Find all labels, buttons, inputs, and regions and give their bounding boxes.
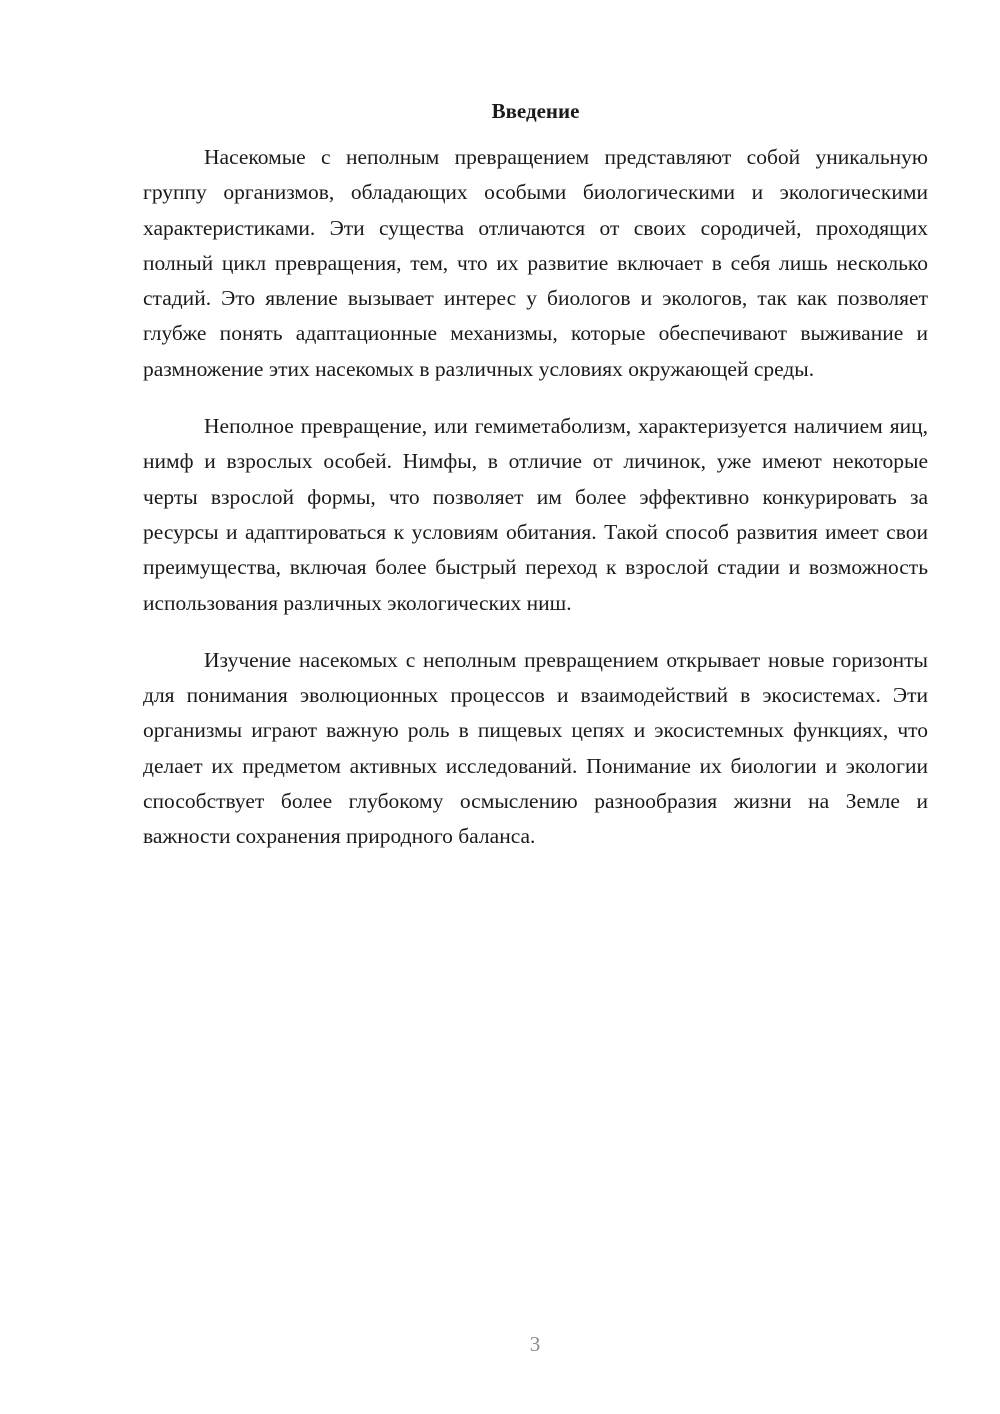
page-number: 3	[529, 1332, 541, 1356]
section-heading: Введение	[491, 99, 580, 123]
paragraph-1: Насекомые с неполным превращением представляют собой уникальную группу организмов, обладающих особыми биологическими и экологическими характеристиками. Эти существа отличаются от своих сородичей, проходящих полный цикл превращения, тем, что их развитие включает в себя лишь несколько стадий. Это явление вызывает интерес у биологов и экологов, так как позволяет глубже понять адаптационные механизмы, которые обеспечивают выживание и размножение этих насекомых в различных условиях окружающей среды.	[143, 145, 928, 381]
paragraph-3: Изучение насекомых с неполным превращением открывает новые горизонты для понимания эволюционных процессов и взаимодействий в экосистемах. Эти организмы играют важную роль в пищевых цепях и экосистемных функциях, что делает их предметом активных исследований. Понимание их биологии и экологии способствует более глубокому осмыслению разнообразия жизни на Земле и важности сохранения природного баланса.	[143, 647, 928, 849]
page-content	[143, 94, 928, 877]
paragraph-2: Неполное превращение, или гемиметаболизм, характеризуется наличием яиц, нимф и взрослых особей. Нимфы, в отличие от личинок, уже имеют некоторые черты взрослой формы, что позволяет им более эффективно конкурировать за ресурсы и адаптироваться к условиям обитания. Такой способ развития имеет свои преимущества, включая более быстрый переход к взрослой стадии и возможность использования различных экологических ниш.	[143, 414, 928, 615]
